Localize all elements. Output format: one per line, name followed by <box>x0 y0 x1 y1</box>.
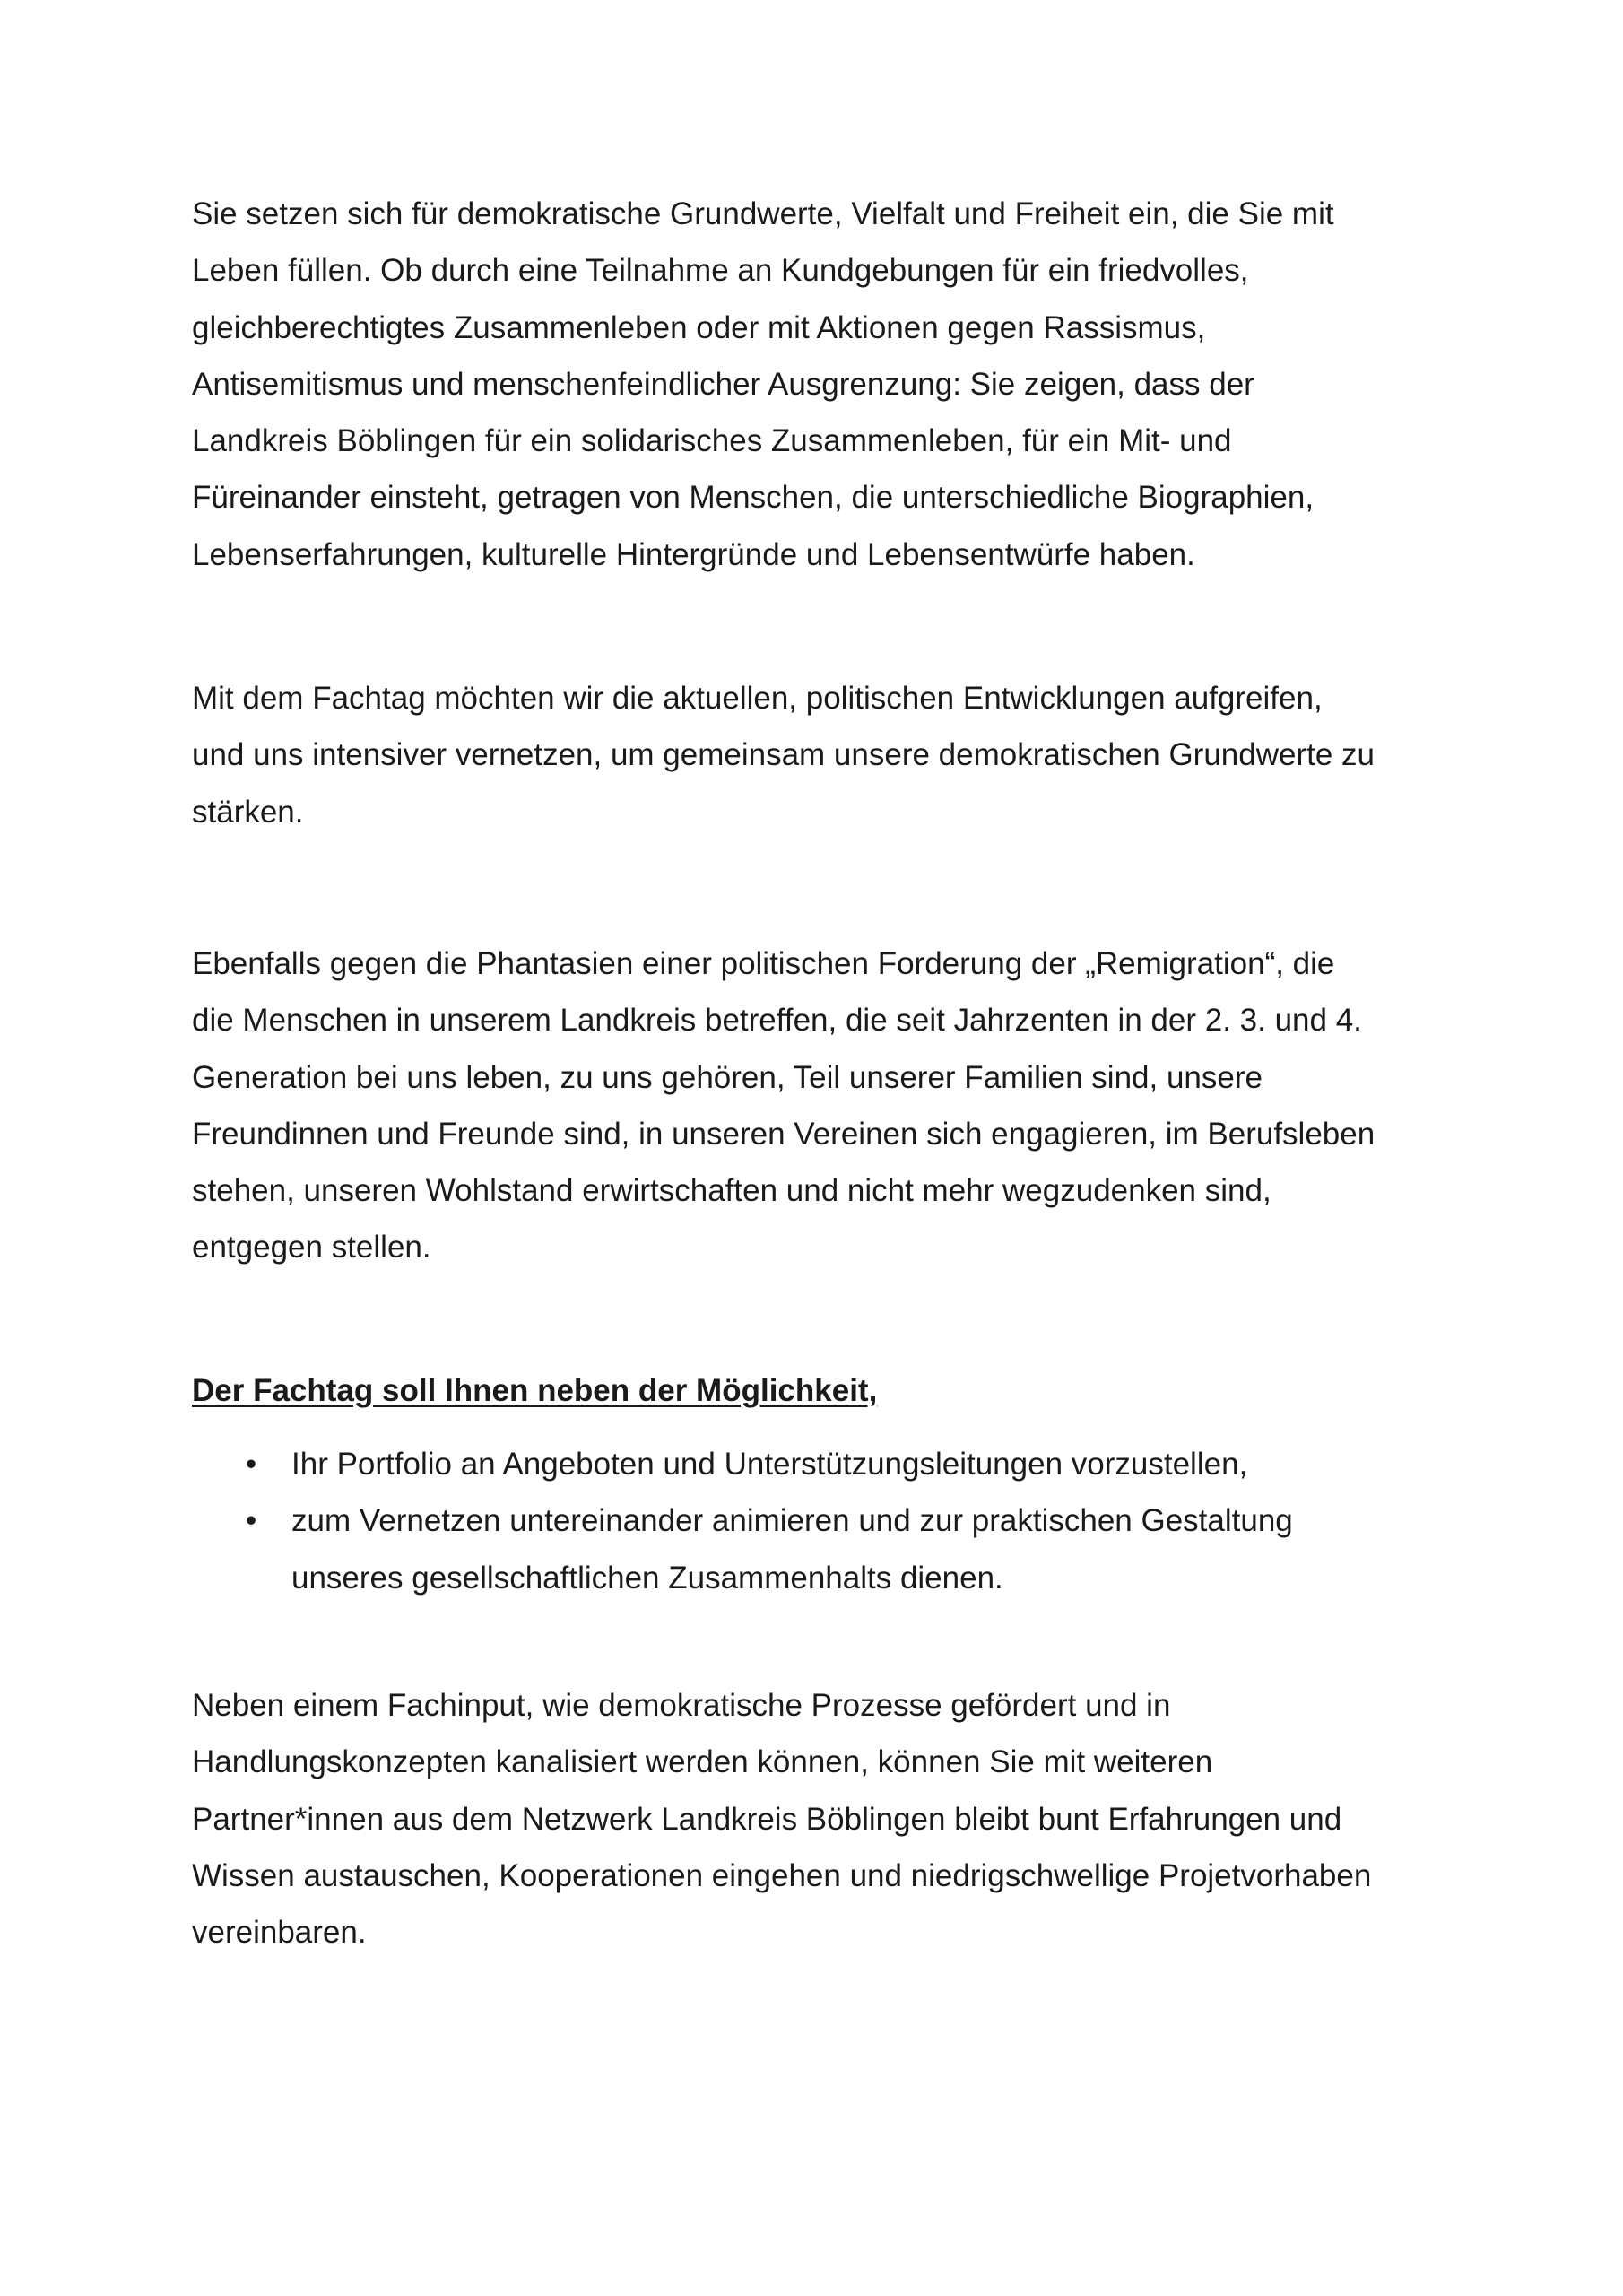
text-line: Lebenserfahrungen, kulturelle Hintergründe und Lebensentwürfe haben. <box>192 536 1195 572</box>
text-line: Leben füllen. Ob durch eine Teilnahme an Kundgebungen für ein friedvolles, <box>192 253 1249 289</box>
text-line: stehen, unseren Wohlstand erwirtschaften und nicht mehr wegzudenken sind, <box>192 1173 1271 1209</box>
text-line: Neben einem Fachinput, wie demokratische Prozesse gefördert und in <box>192 1688 1171 1723</box>
text-line: Mit dem Fachtag möchten wir die aktuellen, politischen Entwicklungen aufgreifen, <box>192 681 1323 716</box>
paragraph-fachtag-goal <box>192 670 1447 840</box>
text-line: Freundinnen und Freunde sind, in unseren Vereinen sich engagieren, im Berufsleben <box>192 1116 1376 1152</box>
paragraph-fachinput <box>192 1677 1447 1961</box>
text-line: stärken. <box>192 794 304 830</box>
list-item <box>192 1436 1447 1492</box>
section-heading: Der Fachtag soll Ihnen neben der Möglichkeit, <box>192 1373 878 1408</box>
text-line: Sie setzen sich für demokratische Grundwerte, Vielfalt und Freiheit ein, die Sie mit <box>192 196 1334 231</box>
text-line: Landkreis Böblingen für ein solidarisches Zusammenleben, für ein Mit- und <box>192 423 1232 459</box>
text-line: und uns intensiver vernetzen, um gemeinsam unsere demokratischen Grundwerte zu <box>192 737 1376 773</box>
text-line: Generation bei uns leben, zu uns gehören, Teil unserer Familien sind, unsere <box>192 1059 1263 1095</box>
text-line: Ebenfalls gegen die Phantasien einer politischen Forderung der „Remigration“, die <box>192 946 1335 981</box>
text-line: vereinbaren. <box>192 1915 367 1951</box>
text-line: zum Vernetzen untereinander animieren und zur praktischen Gestaltung <box>291 1503 1293 1539</box>
bullet-icon: • <box>246 1447 257 1482</box>
paragraph-remigration <box>192 935 1447 1276</box>
bullet-icon: • <box>246 1503 257 1539</box>
text-line: Handlungskonzepten kanalisiert werden können, können Sie mit weiteren <box>192 1744 1213 1780</box>
list-item <box>192 1492 1447 1606</box>
text-line: unseres gesellschaftlichen Zusammenhalts dienen. <box>291 1560 1003 1596</box>
text-line: Füreinander einsteht, getragen von Menschen, die unterschiedliche Biographien, <box>192 480 1315 516</box>
text-line: Ihr Portfolio an Angeboten und Unterstützungsleitungen vorzustellen, <box>291 1447 1248 1482</box>
text-line: die Menschen in unserem Landkreis betreffen, die seit Jahrzenten in der 2. 3. und 4. <box>192 1003 1362 1039</box>
text-line: gleichberechtigtes Zusammenleben oder mit Aktionen gegen Rassismus, <box>192 309 1206 345</box>
text-line: Wissen austauschen, Kooperationen eingehen und niedrigschwellige Projetvorhaben <box>192 1857 1372 1893</box>
text-line: Partner*innen aus dem Netzwerk Landkreis Böblingen bleibt bunt Erfahrungen und <box>192 1801 1342 1837</box>
bullet-list <box>192 1436 1447 1606</box>
text-line: Antisemitismus und menschenfeindlicher Ausgrenzung: Sie zeigen, dass der <box>192 366 1254 402</box>
paragraph-engagement <box>192 186 1447 583</box>
text-line: entgegen stellen. <box>192 1230 431 1265</box>
